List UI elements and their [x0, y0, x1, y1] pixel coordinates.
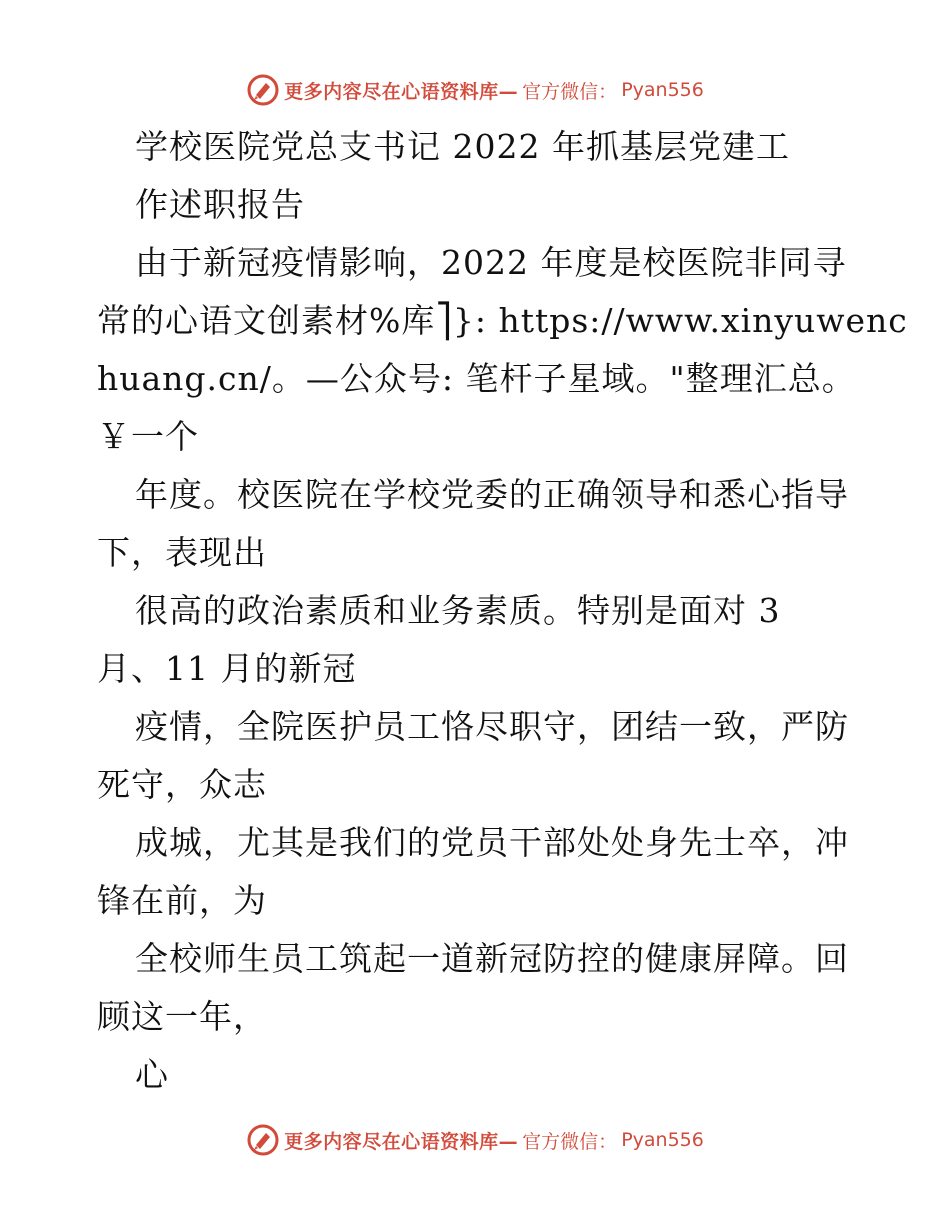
paragraph-line: 顾这一年， [97, 997, 267, 1036]
paragraph-line: 成城，尤其是我们的党员干部处处身先士卒，冲 [135, 823, 849, 862]
paragraph-line: 常的心语文创素材%库⎤}: https://www.xinyuwenc [97, 301, 908, 340]
paragraph-line: 心 [135, 1055, 169, 1094]
watermark-wechat-id: Pyan556 [621, 1129, 704, 1151]
watermark-wechat-label: 官方微信： [522, 80, 618, 103]
title-line-2: 作述职报告 [135, 185, 305, 224]
paragraph-line: huang.cn/。—公众号: 笔杆子星域。"整理汇总。 [97, 359, 856, 398]
watermark-wechat-id: Pyan556 [621, 79, 704, 101]
paragraph-line: 很高的政治素质和业务素质。特别是面对 3 [135, 591, 781, 630]
watermark-main-text: 更多内容尽在心语资料库— [284, 80, 519, 103]
watermark-banner-bottom [0, 1120, 950, 1160]
watermark-main-text: 更多内容尽在心语资料库— [284, 1130, 519, 1153]
watermark-banner-top [0, 70, 950, 110]
library-logo-icon [246, 73, 280, 107]
paragraph-line: 锋在前，为 [97, 881, 267, 920]
paragraph-line: 全校师生员工筑起一道新冠防控的健康屏障。回 [135, 939, 849, 978]
watermark-wechat-label: 官方微信： [522, 1130, 618, 1153]
paragraph-line: 年度。校医院在学校党委的正确领导和悉心指导 [135, 475, 849, 514]
library-logo-icon [246, 1123, 280, 1157]
paragraph-line: 疫情，全院医护员工恪尽职守，团结一致，严防 [135, 707, 849, 746]
paragraph-line: 死守，众志 [97, 765, 267, 804]
paragraph-line: ￥一个 [97, 417, 199, 456]
paragraph-line: 下，表现出 [97, 533, 267, 572]
document-body [97, 118, 908, 1104]
paragraph-line: 月、11 月的新冠 [97, 649, 357, 688]
title-line-1: 学校医院党总支书记 2022 年抓基层党建工 [135, 127, 790, 166]
paragraph-line: 由于新冠疫情影响，2022 年度是校医院非同寻 [135, 243, 847, 282]
